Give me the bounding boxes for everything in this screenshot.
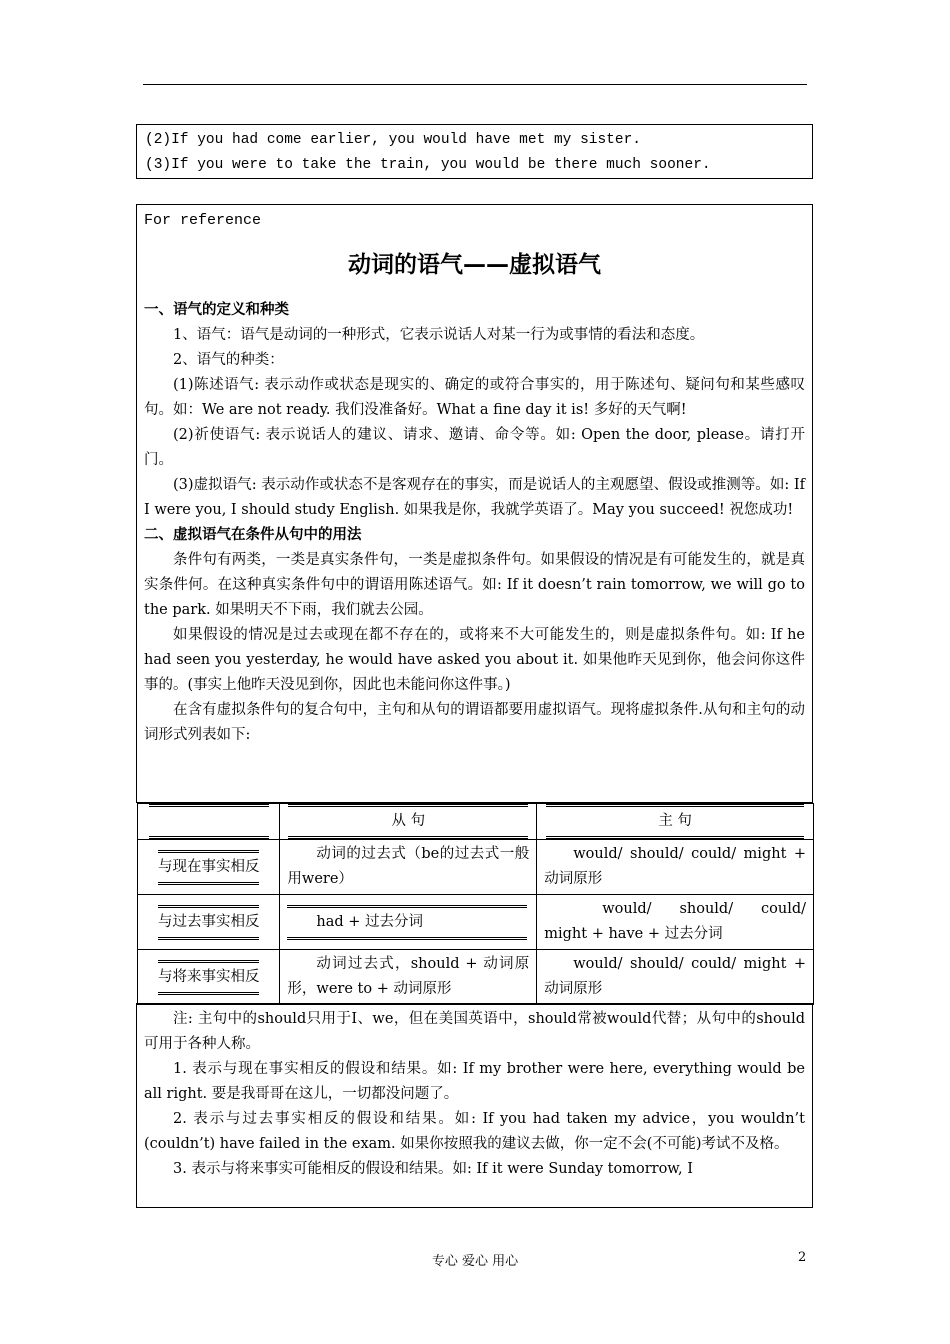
paragraph: 2、语气的种类： xyxy=(173,352,284,368)
note-paragraph: 1. 表示与现在事实相反的假设和结果。如: If my brother were here, everything would be all right. 要是我哥哥在这儿，一切都没问题了。 xyxy=(144,1061,805,1102)
table-row xyxy=(138,840,814,895)
main-cell: would/ should/ could/ might + 动词原形 xyxy=(537,840,814,895)
example-line-3: (3)If you were to take the train, you would be there much sooner. xyxy=(145,157,711,173)
section-heading-2: 二、虚拟语气在条件从句中的用法 xyxy=(144,527,362,543)
row-label: 与现在事实相反 xyxy=(138,840,280,895)
table-header-row xyxy=(138,804,814,840)
note-paragraph: 注: 主句中的should只用于I、we，但在美国英语中，should常被would代替；从句中的should 可用于各种人称。 xyxy=(144,1011,805,1052)
reference-label: For reference xyxy=(144,212,262,229)
table-header-cell: 从 句 xyxy=(280,804,537,840)
clause-cell: 动词过去式，should + 动词原形，were to + 动词原形 xyxy=(280,950,537,1005)
paragraph: (2)祈使语气: 表示说话人的建议、请求、邀请、命令等。如: Open the door, please。请打开门。 xyxy=(144,427,805,468)
row-label: 与将来事实相反 xyxy=(138,950,280,1005)
example-line-2: (2)If you had come earlier, you would have met my sister. xyxy=(145,132,641,148)
paragraph: (3)虚拟语气: 表示动作或状态不是客观存在的事实，而是说话人的主观愿望、假设或推测等。如: If I were you, I should study English. 如果我是你，我就学英语了。May you succeed! 祝您成功! xyxy=(144,477,805,518)
page-title: 动词的语气——虚拟语气 xyxy=(348,252,601,278)
example-box xyxy=(136,124,813,179)
table-header-cell xyxy=(138,804,280,840)
paragraph: 条件句有两类，一类是真实条件句，一类是虚拟条件句。如果假设的情况是有可能发生的，就是真实条件何。在这种真实条件句中的谓语用陈述语气。如: If it doesn’t rain tomorrow, we will go to the park. 如果明天不下雨，我们就去公园。 xyxy=(144,552,805,618)
table-header-cell: 主 句 xyxy=(537,804,814,840)
verb-form-table xyxy=(137,803,814,1005)
note-paragraph: 2. 表示与过去事实相反的假设和结果。如: If you had taken my advice，you wouldn’t (couldn’t) have failed in the exam. 如果你按照我的建议去做，你一定不会(不可能)考试不及格。 xyxy=(144,1111,805,1152)
section-heading-1: 一、语气的定义和种类 xyxy=(144,302,289,318)
row-label: 与过去事实相反 xyxy=(138,895,280,950)
table-row xyxy=(138,895,814,950)
clause-cell: 动词的过去式（be的过去式一般用were） xyxy=(280,840,537,895)
paragraph: (1)陈述语气: 表示动作或状态是现实的、确定的或符合事实的，用于陈述句、疑问句和某些感叹句。如：We are not ready. 我们没准备好。What a fine day it is! 多好的天气啊! xyxy=(144,377,805,418)
notes-box xyxy=(136,1003,813,1208)
clause-cell: had + 过去分词 xyxy=(280,895,537,950)
main-cell: would/ should/ could/ might + have + 过去分词 xyxy=(537,895,814,950)
header-rule xyxy=(143,84,807,85)
main-cell: would/ should/ could/ might + 动词原形 xyxy=(537,950,814,1005)
page-number: 2 xyxy=(798,1250,807,1265)
page-footer: 专心 爱心 用心 xyxy=(431,1254,519,1269)
note-paragraph: 3. 表示与将来事实可能相反的假设和结果。如: If it were Sunday tomorrow, I xyxy=(173,1161,693,1177)
paragraph: 1、语气：语气是动词的一种形式，它表示说话人对某一行为或事情的看法和态度。 xyxy=(173,327,705,343)
paragraph: 如果假设的情况是过去或现在都不存在的，或将来不大可能发生的，则是虚拟条件句。如: If he had seen you yesterday, he would have asked you about it. 如果他昨天见到你，他会问你这件事的。(事实上他昨天没见到你，因此也未能问你这件事。) xyxy=(144,627,805,693)
reference-box xyxy=(136,204,813,803)
table-row xyxy=(138,950,814,1005)
paragraph: 在含有虚拟条件句的复合句中，主句和从句的谓语都要用虚拟语气。现将虚拟条件.从句和主句的动词形式列表如下: xyxy=(144,702,805,743)
